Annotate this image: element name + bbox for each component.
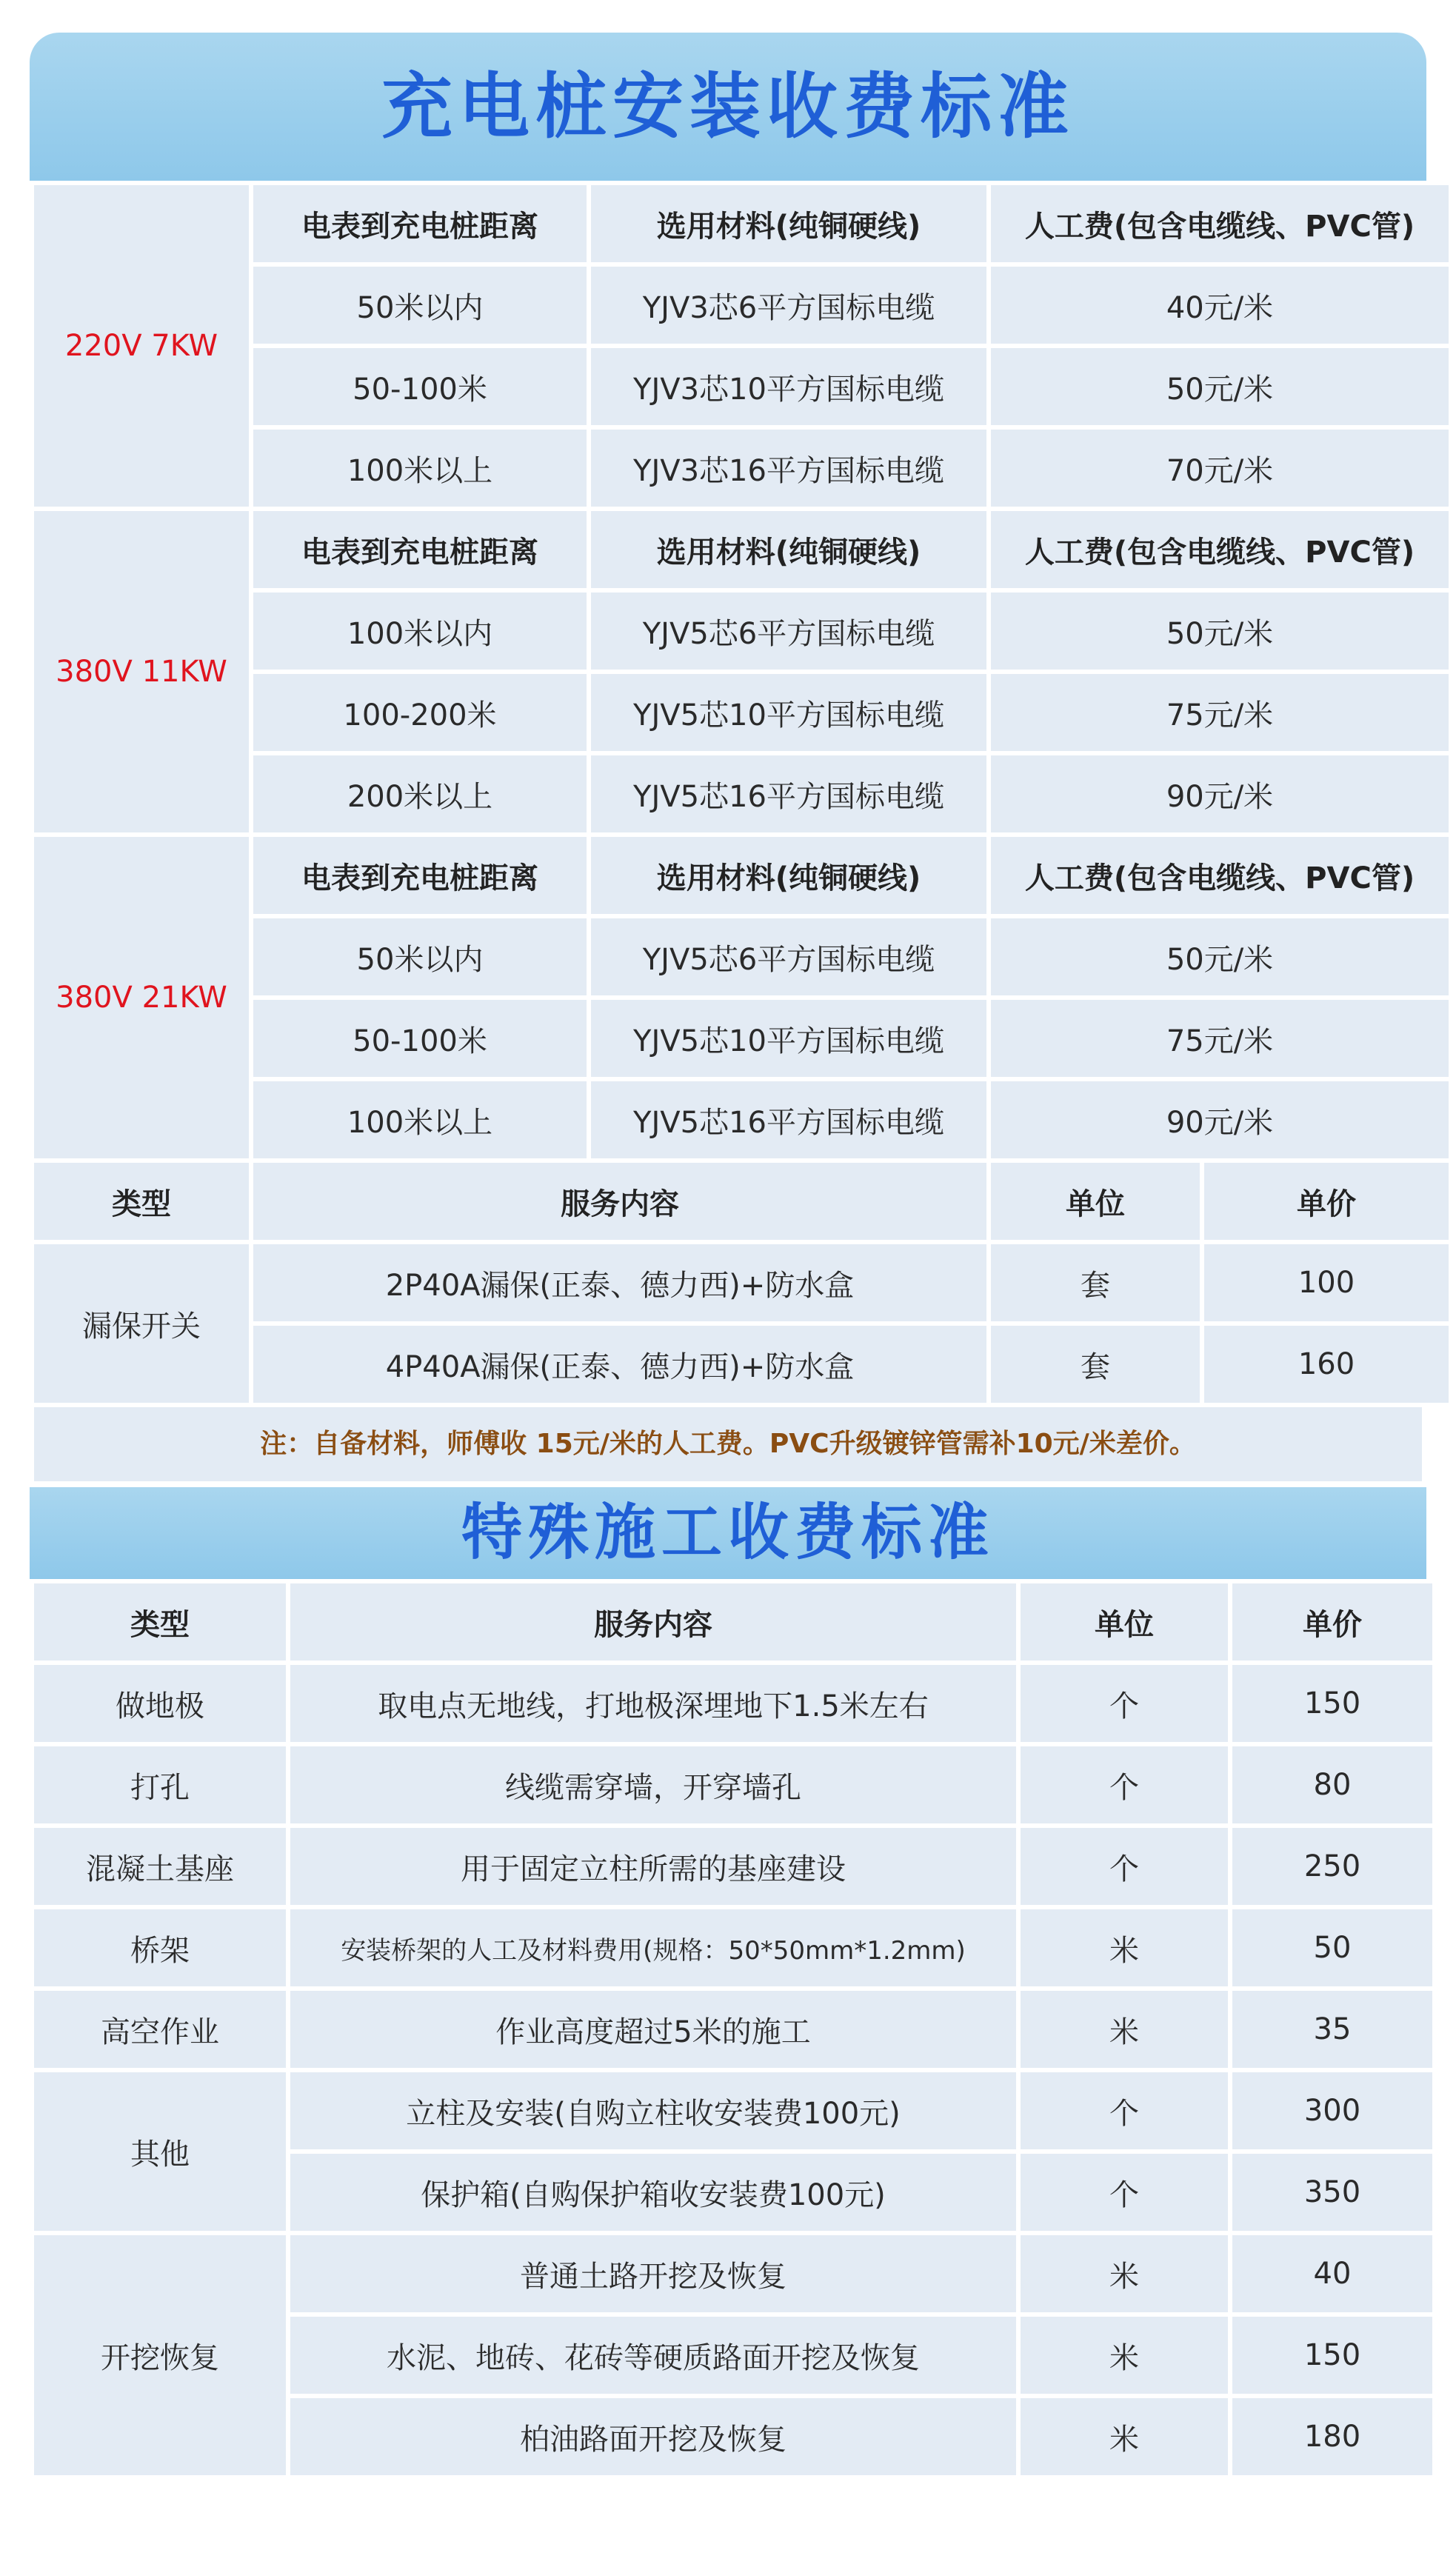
distance-cell: 50米以内 <box>253 267 587 344</box>
header-service: 服务内容 <box>290 1583 1016 1660</box>
price-cell: 160 <box>1204 1326 1449 1403</box>
unit-cell: 个 <box>1021 1828 1228 1905</box>
service-cell: 普通土路开挖及恢复 <box>290 2235 1016 2312</box>
note-text: 注：自备材料，师傅收 15元/米的人工费。PVC升级镀锌管需补10元/米差价。 <box>34 1407 1422 1481</box>
price-cell: 150 <box>1232 2317 1432 2394</box>
labor-cell: 50元/米 <box>991 593 1449 670</box>
unit-cell: 个 <box>1021 2072 1228 2149</box>
header-price: 单价 <box>1204 1163 1449 1240</box>
table-row <box>34 1991 1432 2068</box>
distance-cell: 100米以内 <box>253 593 587 670</box>
price-cell: 100 <box>1204 1244 1449 1321</box>
type-cell: 其他 <box>34 2072 286 2231</box>
table-header-row <box>34 185 1449 262</box>
table-row <box>34 1828 1432 1905</box>
table-header-row <box>34 1163 1449 1240</box>
distance-cell: 200米以上 <box>253 755 587 832</box>
unit-cell: 套 <box>991 1326 1200 1403</box>
service-cell: 保护箱(自购保护箱收安装费100元) <box>290 2154 1016 2231</box>
price-cell: 180 <box>1232 2398 1432 2475</box>
price-cell: 300 <box>1232 2072 1432 2149</box>
labor-cell: 75元/米 <box>991 674 1449 751</box>
table-header-row <box>34 511 1449 588</box>
distance-cell: 100米以上 <box>253 1081 587 1158</box>
voltage-label: 220V 7KW <box>34 185 249 507</box>
type-cell: 做地极 <box>34 1665 286 1742</box>
type-cell: 开挖恢复 <box>34 2235 286 2475</box>
service-cell: 4P40A漏保(正泰、德力西)+防水盒 <box>253 1326 986 1403</box>
labor-cell: 50元/米 <box>991 348 1449 425</box>
charging-install-table <box>30 181 1453 1407</box>
section2-title: 特殊施工收费标准 <box>30 1487 1426 1579</box>
unit-cell: 个 <box>1021 1665 1228 1742</box>
service-cell: 用于固定立柱所需的基座建设 <box>290 1828 1016 1905</box>
type-cell: 桥架 <box>34 1909 286 1986</box>
material-cell: YJV5芯10平方国标电缆 <box>591 1000 986 1077</box>
unit-cell: 米 <box>1021 2398 1228 2475</box>
unit-cell: 个 <box>1021 2154 1228 2231</box>
labor-cell: 40元/米 <box>991 267 1449 344</box>
price-cell: 150 <box>1232 1665 1432 1742</box>
section1-title: 充电桩安装收费标准 <box>30 33 1426 181</box>
voltage-label: 380V 11KW <box>34 511 249 832</box>
unit-cell: 套 <box>991 1244 1200 1321</box>
material-cell: YJV5芯16平方国标电缆 <box>591 755 986 832</box>
price-cell: 50 <box>1232 1909 1432 1986</box>
header-labor: 人工费(包含电缆线、PVC管) <box>991 837 1449 914</box>
header-unit: 单位 <box>1021 1583 1228 1660</box>
labor-cell: 75元/米 <box>991 1000 1449 1077</box>
labor-cell: 90元/米 <box>991 755 1449 832</box>
material-cell: YJV5芯16平方国标电缆 <box>591 1081 986 1158</box>
material-cell: YJV3芯10平方国标电缆 <box>591 348 986 425</box>
price-cell: 350 <box>1232 2154 1432 2231</box>
header-distance: 电表到充电桩距离 <box>253 837 587 914</box>
header-unit: 单位 <box>991 1163 1200 1240</box>
price-sheet <box>30 33 1426 2480</box>
unit-cell: 米 <box>1021 1991 1228 2068</box>
distance-cell: 50-100米 <box>253 348 587 425</box>
service-cell: 线缆需穿墙，开穿墙孔 <box>290 1746 1016 1823</box>
header-labor: 人工费(包含电缆线、PVC管) <box>991 511 1449 588</box>
material-cell: YJV3芯6平方国标电缆 <box>591 267 986 344</box>
price-cell: 250 <box>1232 1828 1432 1905</box>
service-cell: 柏油路面开挖及恢复 <box>290 2398 1016 2475</box>
voltage-label: 380V 21KW <box>34 837 249 1158</box>
header-service: 服务内容 <box>253 1163 986 1240</box>
price-cell: 40 <box>1232 2235 1432 2312</box>
labor-cell: 50元/米 <box>991 918 1449 995</box>
table-header-row <box>34 837 1449 914</box>
unit-cell: 米 <box>1021 2317 1228 2394</box>
special-construction-table <box>30 1579 1437 2480</box>
table-row <box>34 2235 1432 2312</box>
price-cell: 35 <box>1232 1991 1432 2068</box>
table-row <box>34 2072 1432 2149</box>
material-cell: YJV5芯6平方国标电缆 <box>591 593 986 670</box>
material-cell: YJV5芯6平方国标电缆 <box>591 918 986 995</box>
service-cell: 取电点无地线，打地极深埋地下1.5米左右 <box>290 1665 1016 1742</box>
table-header-row <box>34 1583 1432 1660</box>
table-row <box>34 1909 1432 1986</box>
service-cell: 安装桥架的人工及材料费用(规格：50*50mm*1.2mm) <box>290 1909 1016 1986</box>
labor-cell: 70元/米 <box>991 430 1449 507</box>
header-price: 单价 <box>1232 1583 1432 1660</box>
labor-cell: 90元/米 <box>991 1081 1449 1158</box>
header-material: 选用材料(纯铜硬线) <box>591 837 986 914</box>
table-row <box>34 1244 1449 1321</box>
service-cell: 水泥、地砖、花砖等硬质路面开挖及恢复 <box>290 2317 1016 2394</box>
type-cell: 高空作业 <box>34 1991 286 2068</box>
distance-cell: 100米以上 <box>253 430 587 507</box>
material-cell: YJV3芯16平方国标电缆 <box>591 430 986 507</box>
type-cell: 打孔 <box>34 1746 286 1823</box>
service-cell: 作业高度超过5米的施工 <box>290 1991 1016 2068</box>
table-row <box>34 1746 1432 1823</box>
header-distance: 电表到充电桩距离 <box>253 185 587 262</box>
type-cell: 混凝土基座 <box>34 1828 286 1905</box>
header-material: 选用材料(纯铜硬线) <box>591 511 986 588</box>
distance-cell: 100-200米 <box>253 674 587 751</box>
service-cell: 立柱及安装(自购立柱收安装费100元) <box>290 2072 1016 2149</box>
unit-cell: 米 <box>1021 1909 1228 1986</box>
type-cell: 漏保开关 <box>34 1244 249 1403</box>
distance-cell: 50米以内 <box>253 918 587 995</box>
header-type: 类型 <box>34 1583 286 1660</box>
service-cell: 2P40A漏保(正泰、德力西)+防水盒 <box>253 1244 986 1321</box>
unit-cell: 米 <box>1021 2235 1228 2312</box>
header-type: 类型 <box>34 1163 249 1240</box>
distance-cell: 50-100米 <box>253 1000 587 1077</box>
table-row <box>34 1665 1432 1742</box>
header-material: 选用材料(纯铜硬线) <box>591 185 986 262</box>
price-cell: 80 <box>1232 1746 1432 1823</box>
material-cell: YJV5芯10平方国标电缆 <box>591 674 986 751</box>
header-labor: 人工费(包含电缆线、PVC管) <box>991 185 1449 262</box>
header-distance: 电表到充电桩距离 <box>253 511 587 588</box>
unit-cell: 个 <box>1021 1746 1228 1823</box>
